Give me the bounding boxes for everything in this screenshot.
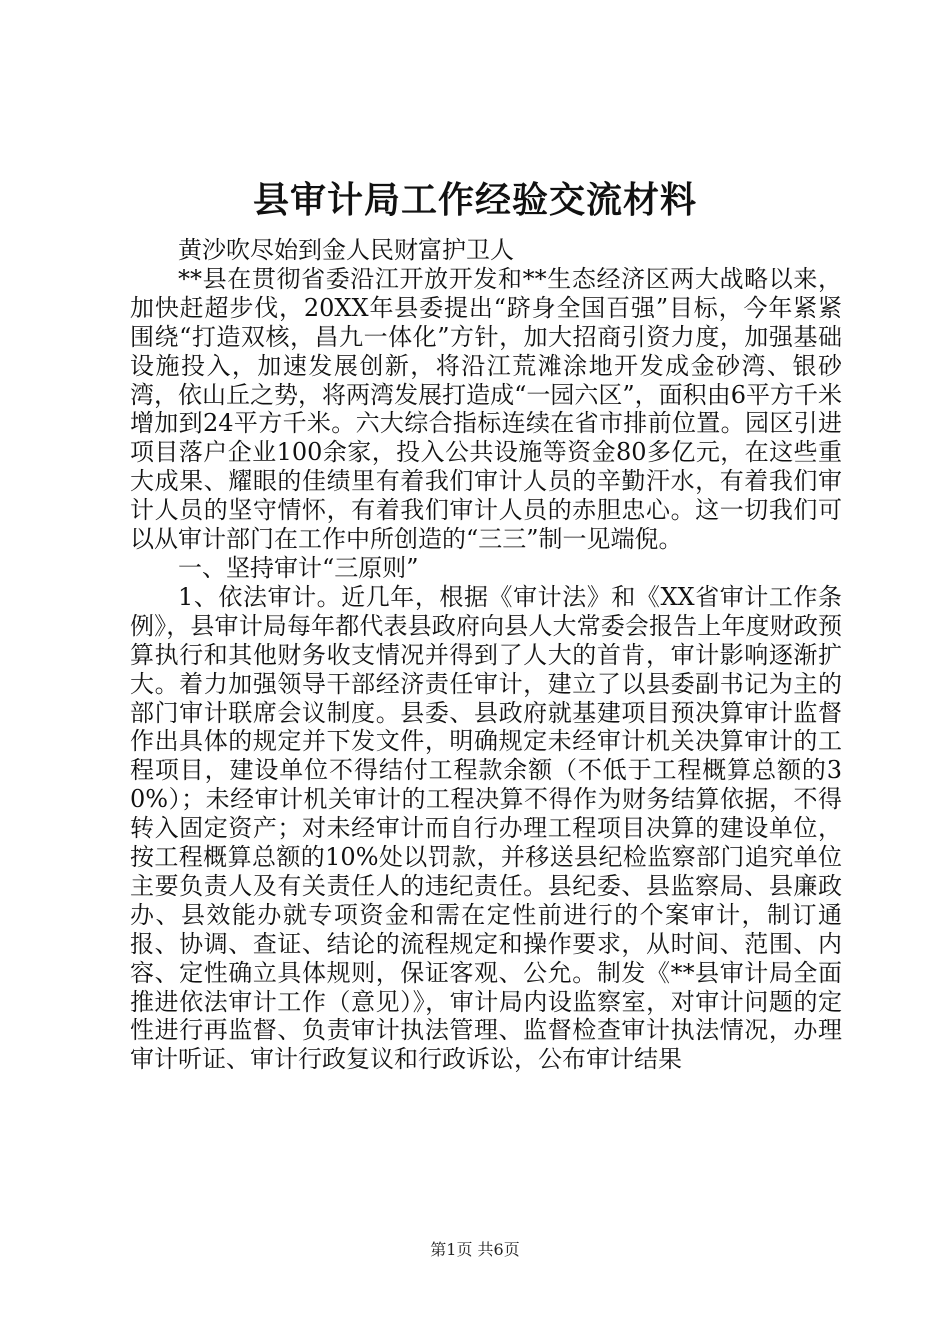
subtitle-paragraph: 黄沙吹尽始到金人民财富护卫人 [178,236,514,264]
document-body [130,236,842,1074]
section-paragraph: 1、依法审计。近几年，根据《审计法》和《XX省审计工作条例》，县审计局每年都代表县政府向县人大常委会报告上年度财政预算执行和其他财务收支情况并得到了人大的首肯，审计影响逐渐扩大。着力加强领导干部经济责任审计，建立了以县委副书记为主的部门审计联席会议制度。县委、县政府就基建项目预决算审计监督作出具体的规定并下发文件，明确规定未经审计机关决算审计的工程项目，建设单位不得结付工程款余额（不低于工程概算总额的30%）；未经审计机关审计的工程决算不得作为财务结算依据，不得转入固定资产；对未经审计而自行办理工程项目决算的建设单位，按工程概算总额的10%处以罚款，并移送县纪检监察部门追究单位主要负责人及有关责任人的违纪责任。县纪委、县监察局、县廉政办、县效能办就专项资金和需在定性前进行的个案审计，制订通报、协调、查证、结论的流程规定和操作要求，从时间、范围、内容、定性确立具体规则，保证客观、公允。制发《**县审计局全面推进依法审计工作（意见）》，审计局内设监察室，对审计问题的定性进行再监督、负责审计执法管理、监督检查审计执法情况，办理审计听证、审计行政复议和行政诉讼，公布审计结果 [130,582,842,1074]
page-footer: 第1页 共6页 [430,1240,520,1259]
section-heading: 一、坚持审计“三原则” [178,553,419,582]
document-title: 县审计局工作经验交流材料 [252,179,697,221]
intro-paragraph: **县在贯彻省委沿江开放开发和**生态经济区两大战略以来，加快赶超步伐，20XX年县委提出“跻身全国百强”目标，今年紧紧围绕“打造双核，昌九一体化”方针，加大招商引资力度，加强基础设施投入，加速发展创新，将沿江荒滩涂地开发成金砂湾、银砂湾，依山丘之势，将两湾发展打造成“一园六区”，面积由6平方千米增加到24平方千米。六大综合指标连续在省市排前位置。园区引进项目落户企业100余家，投入公共设施等资金80多亿元，在这些重大成果、耀眼的佳绩里有着我们审计人员的辛勤汗水，有着我们审计人员的坚守情怀，有着我们审计人员的赤胆忠心。这一切我们可以从审计部门在工作中所创造的“三三”制一见端倪。 [130,264,842,554]
